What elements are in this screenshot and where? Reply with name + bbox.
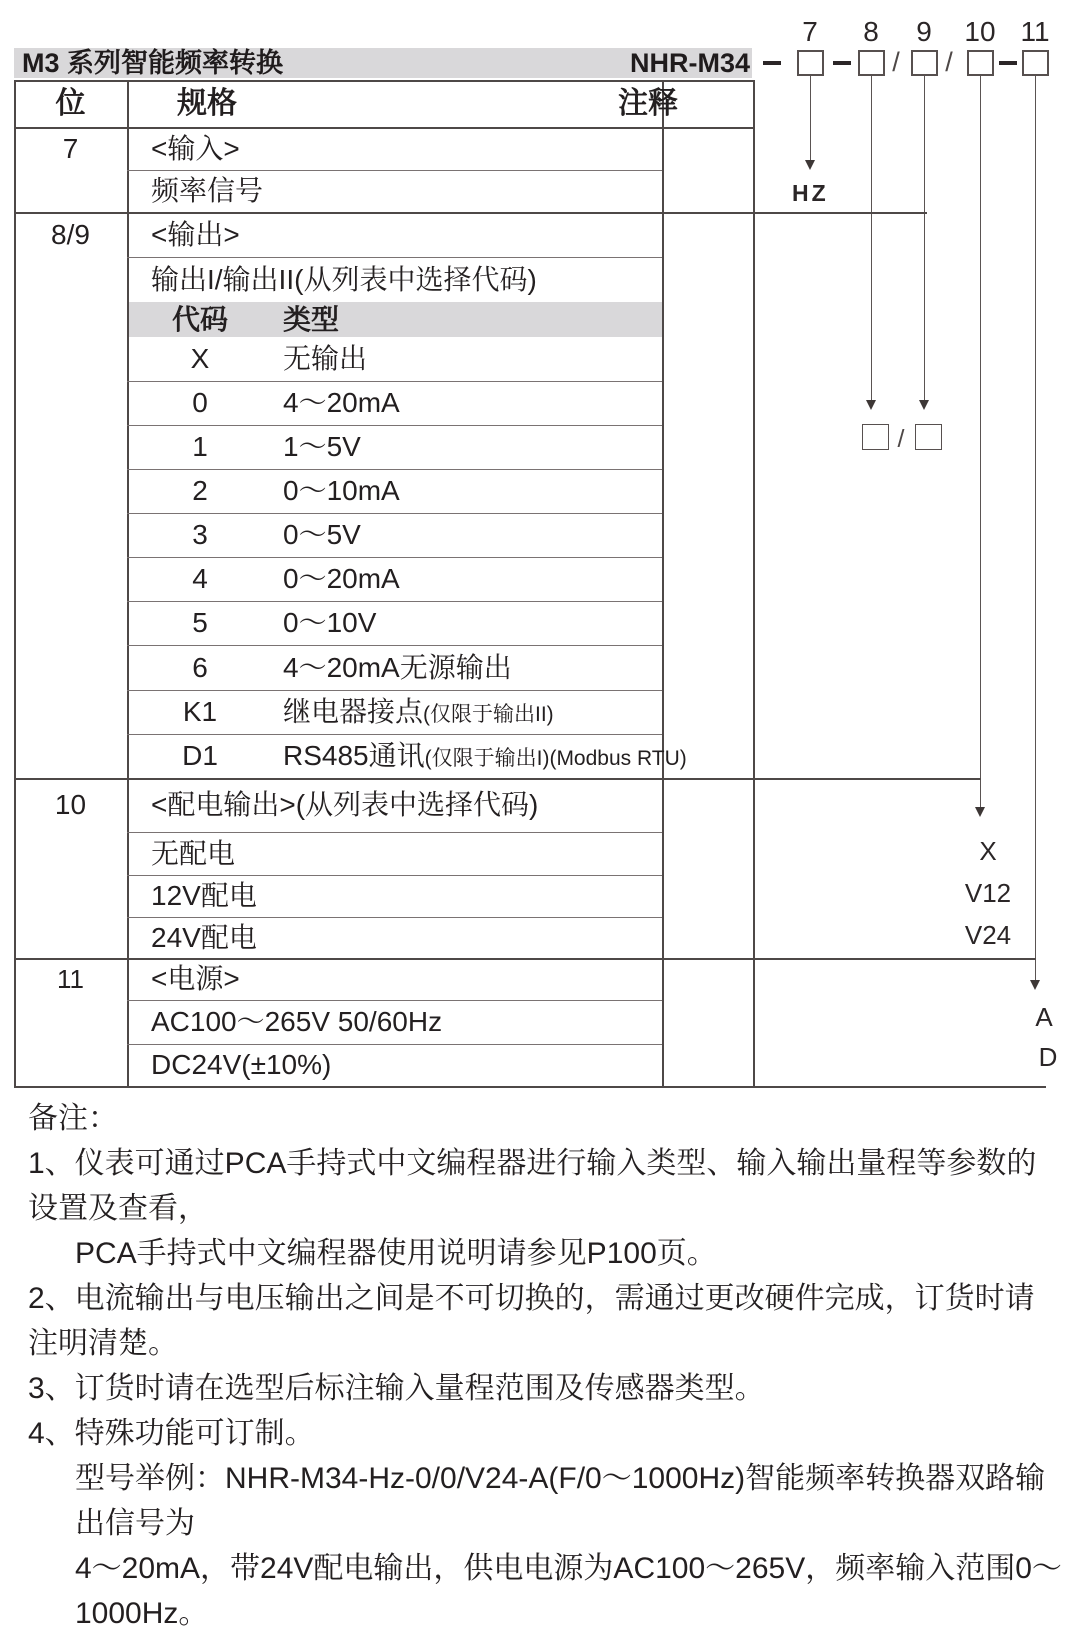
connector-line-9 — [924, 76, 925, 402]
slash-separator: / — [945, 47, 953, 77]
remark-item-continued: PCA手持式中文编程器使用说明请参见P100页。 — [75, 1237, 717, 1270]
note-dc-power: D — [1038, 1042, 1058, 1072]
dash-separator — [833, 61, 851, 65]
type-value: 继电器接点(仅限于输出II) — [283, 696, 554, 727]
code-value: 5 — [192, 607, 208, 638]
spec-frequency-signal: 频率信号 — [151, 175, 264, 206]
pos-label-11: 11 — [57, 964, 84, 994]
digit-label-9: 9 — [916, 16, 932, 47]
arrow-down-icon — [919, 400, 929, 410]
note-hz: HZ — [792, 180, 829, 206]
spec-power-header: <电源> — [151, 963, 240, 994]
code-value: X — [190, 343, 210, 374]
type-column-header: 类型 — [283, 304, 340, 335]
remark-item: 3、订货时请在选型后标注输入量程范围及传感器类型。 — [28, 1372, 765, 1405]
remark-item: 1、仪表可通过PCA手持式中文编程器进行输入类型、输入输出量程等参数的设置及查看， — [28, 1147, 1037, 1225]
spec-output-header: <输出> — [151, 219, 240, 250]
table-bottom-border — [14, 1086, 1046, 1088]
arrow-down-icon — [1030, 980, 1040, 990]
type-value: 无输出 — [283, 343, 368, 374]
remarks-section — [28, 1096, 1062, 1636]
pos-label-10: 10 — [54, 789, 87, 820]
slash-separator: / — [892, 47, 900, 77]
note-v12: V12 — [964, 878, 1012, 908]
column-divider-pos-spec — [127, 80, 129, 1086]
column-header-spec: 规格 — [177, 87, 237, 120]
digit-label-11: 11 — [1020, 16, 1050, 47]
remark-example-line2: 4～20mA，带24V配电输出，供电电源为AC100～265V，频率输入范围0～1000Hz。 — [75, 1552, 1062, 1630]
code-box-11 — [1022, 50, 1049, 76]
code-value: D1 — [182, 740, 218, 771]
spec-ac-power: AC100～265V 50/60Hz — [151, 1006, 443, 1037]
digit-label-7: 7 — [802, 16, 818, 47]
connector-line-7 — [810, 76, 811, 162]
connector-line-10 — [980, 76, 981, 809]
code-value: 4 — [192, 563, 208, 594]
code-value: 2 — [192, 475, 208, 506]
spec-output-select: 输出I/输出II(从列表中选择代码) — [151, 264, 537, 295]
dash-separator — [999, 61, 1017, 65]
spec-dc-power: DC24V(±10%) — [151, 1049, 332, 1080]
spec-distribution-header: <配电输出>(从列表中选择代码) — [151, 789, 539, 820]
remark-item: 4、特殊功能可订制。 — [28, 1417, 315, 1450]
type-value: 0～5V — [283, 519, 361, 550]
remark-item: 2、电流输出与电压输出之间是不可切换的，需通过更改硬件完成，订货时请注明清楚。 — [28, 1282, 1035, 1360]
code-value: 3 — [192, 519, 208, 550]
arrow-down-icon — [975, 807, 985, 817]
arrow-down-icon — [805, 160, 815, 170]
column-divider-spec-note — [662, 80, 664, 1086]
spec-24v-distribution: 24V配电 — [151, 922, 257, 953]
code-box-7 — [797, 50, 824, 76]
output1-code-box — [862, 424, 889, 450]
table-right-border — [753, 80, 755, 1086]
spec-12v-distribution: 12V配电 — [151, 880, 257, 911]
type-value: 1～5V — [283, 431, 361, 462]
type-value: 4～20mA无源输出 — [283, 652, 512, 683]
code-box-8 — [858, 50, 885, 76]
pos-label-89: 8/9 — [51, 219, 90, 250]
output2-code-box — [915, 424, 942, 450]
remarks-label: 备注： — [28, 1102, 118, 1135]
code-column-header: 代码 — [171, 304, 228, 335]
type-value: 0～10V — [283, 607, 377, 638]
type-value: 0～20mA — [283, 563, 400, 594]
note-v24: V24 — [964, 920, 1012, 950]
arrow-down-icon — [866, 400, 876, 410]
column-header-note: 注释 — [618, 87, 678, 120]
digit-label-10: 10 — [964, 16, 996, 47]
code-value: 1 — [192, 431, 208, 462]
dash-separator — [763, 61, 781, 65]
code-box-10 — [967, 50, 994, 76]
note-ac-power: A — [1035, 1002, 1053, 1032]
type-value: RS485通讯(仅限于输出I)(Modbus RTU) — [283, 740, 687, 771]
model-number: NHR-M34 — [629, 48, 750, 78]
code-box-9 — [911, 50, 938, 76]
connector-line-11 — [1035, 76, 1036, 982]
type-value: 4～20mA — [283, 387, 400, 418]
digit-label-8: 8 — [863, 16, 879, 47]
spec-input-header: <输入> — [151, 133, 240, 164]
column-header-pos: 位 — [55, 87, 86, 120]
pos-label-7: 7 — [62, 133, 79, 164]
connector-line-8 — [871, 76, 872, 402]
code-value: 0 — [192, 387, 208, 418]
code-value: K1 — [182, 696, 218, 727]
remark-example-line1: 型号举例：NHR-M34-Hz-0/0/V24-A(F/0～1000Hz)智能频率转换器双路输出信号为 — [75, 1462, 1046, 1540]
type-value: 0～10mA — [283, 475, 400, 506]
slash-separator: / — [897, 425, 905, 453]
note-no-distribution: X — [979, 836, 997, 866]
code-value: 6 — [192, 652, 208, 683]
spec-no-distribution: 无配电 — [151, 838, 236, 869]
page-title: M3 系列智能频率转换 — [22, 48, 284, 78]
